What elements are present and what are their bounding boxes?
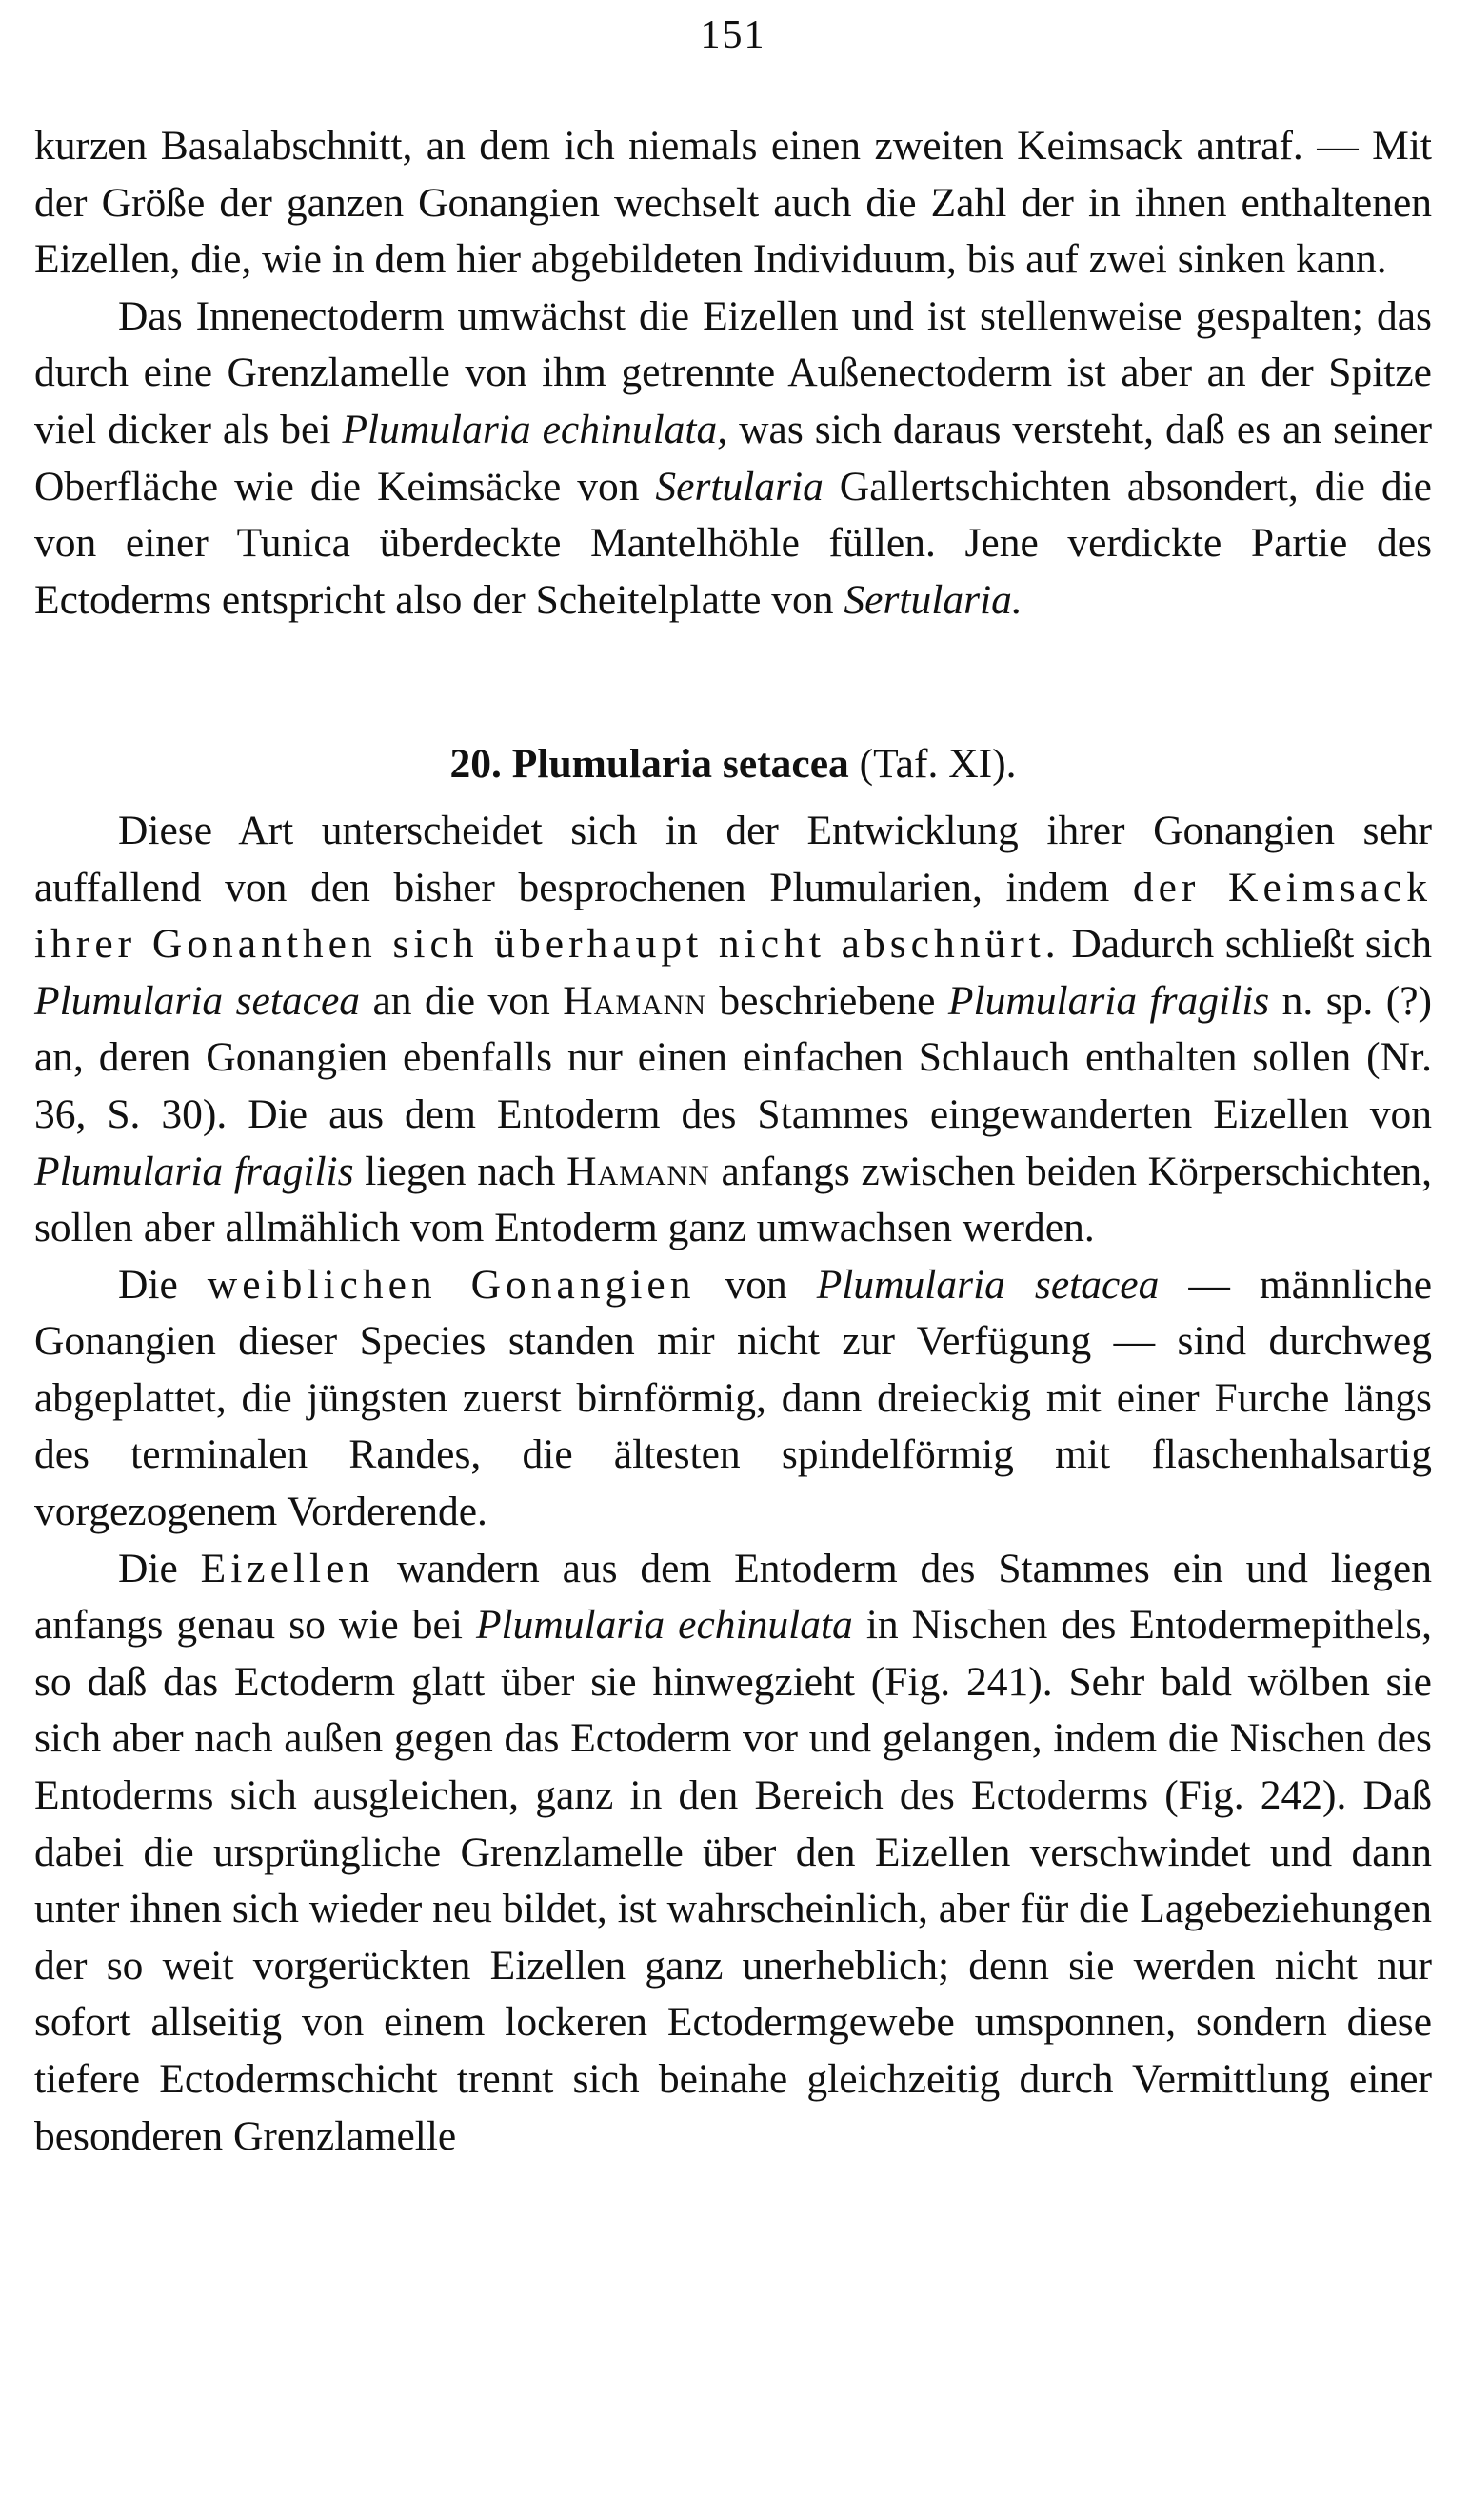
- species-name: Plumularia fragilis: [34, 1148, 354, 1194]
- paragraph-text: an die von: [360, 977, 564, 1024]
- paragraph-text: Dadurch schließt sich: [1060, 921, 1432, 968]
- body-text: [34, 118, 1432, 2165]
- species-name: Plumularia echinulata,: [342, 406, 728, 452]
- species-name: Plumularia echinulata: [475, 1602, 853, 1649]
- paragraph-innenectoderm: [34, 289, 1432, 630]
- genus-name: Sertularia.: [844, 576, 1023, 623]
- paragraph-eizellen: [34, 1541, 1432, 2166]
- species-name: Plumularia setacea: [34, 977, 361, 1024]
- paragraph-text: Das Innenectoderm umwächst die Eizellen und ist stellenweise gespalten; das durch eine Grenzlamelle von ihm getrennte Außenectoderm ist aber an der Spitze viel dicker als bei: [34, 292, 1432, 452]
- paragraph-text: beschriebene: [706, 977, 948, 1024]
- paragraph-gonangien: [34, 1257, 1432, 1541]
- paragraph-text: — männliche Gonangien dieser Species standen mir nicht zur Verfügung — sind durchweg abgeplattet, die jüngsten zuerst birnförmig, dann dreieckig mit einer Furche längs des terminalen Randes, die ältesten spindelförmig mit flaschenhalsartig vorgezogenem Vorderende.: [34, 1261, 1433, 1535]
- author-name: Hamann: [566, 1148, 710, 1194]
- paragraph-text: Diese Art unterscheidet sich in der Entwicklung ihrer Gonangien sehr auffallend von den bisher besprochenen Plumularien, indem: [34, 807, 1432, 910]
- emphasized-text: Eizellen: [200, 1545, 375, 1591]
- paragraph-text: anfangs zwischen beiden Körperschichten, sollen aber allmählich vom Entoderm ganz umwachsen werden.: [34, 1148, 1433, 1251]
- emphasized-text: weiblichen Gonangien: [207, 1261, 696, 1308]
- paragraph-species-intro: [34, 803, 1432, 1257]
- section-title: 20. Plumularia setacea: [449, 741, 849, 788]
- paragraph-continued: [34, 118, 1432, 289]
- genus-name: Sertularia: [655, 463, 824, 510]
- paragraph-text: in Nischen des Entodermepithels, so daß das Ectoderm glatt über sie hinwegzieht (Fig. 241). Sehr bald wölben sie sich aber nach außen gegen das Ectoderm vor und gelangen, indem die Nischen des Entoderms sich ausgleichen, ganz in den Bereich des Ectoderms (Fig. 242). Daß dabei die ursprüngliche Grenzlamelle über den Eizellen verschwindet und dann unter ihnen sich wieder neu bildet, ist wahrscheinlich, aber für die Lagebeziehungen der so weit vorgerückten Eizellen ganz unerheblich; denn sie werden nicht nur sofort allseitig von einem lockeren Ectodermgewebe umsponnen, sondern diese tiefere Ectodermschicht trennt sich beinahe gleichzeitig durch Vermittlung einer besonderen Grenzlamelle: [34, 1602, 1432, 2159]
- emphasized-text: der Keimsack ihrer Gonanthen sich überhaupt nicht abschnürt.: [34, 864, 1432, 968]
- paragraph-text: Gallertschichten absondert, die die von einer Tunica überdeckte Mantelhöhle füllen. Jene verdickte Partie des Ectoderms entspricht also der Scheitelplatte von: [34, 463, 1432, 623]
- page-number: 151: [700, 13, 766, 57]
- species-name: Plumularia setacea: [816, 1261, 1160, 1308]
- section-heading: [34, 736, 1432, 793]
- species-name: Plumularia fragilis: [947, 977, 1270, 1024]
- paragraph-text: Die: [118, 1545, 201, 1591]
- paragraph-text: kurzen Basalabschnitt, an dem ich niemals einen zweiten Keimsack antraf. — Mit der Größe der ganzen Gonangien wechselt auch die Zahl der in ihnen enthaltenen Eizellen, die, wie in dem hier abgebildeten Individuum, bis auf zwei sinken kann.: [34, 123, 1432, 283]
- document-page: [34, 0, 1432, 2520]
- paragraph-text: wandern aus dem Entoderm des Stammes ein und liegen anfangs genau so wie bei: [34, 1545, 1432, 1649]
- paragraph-text: von: [695, 1261, 817, 1308]
- paragraph-text: n. sp. (?) an, deren Gonangien ebenfalls nur einen einfachen Schlauch enthalten sollen (Nr. 36, S. 30). Die aus dem Entoderm des Stammes eingewanderten Eizellen von: [34, 977, 1433, 1137]
- paragraph-text: Die: [118, 1261, 208, 1308]
- paragraph-text: liegen nach: [353, 1148, 567, 1194]
- section-plate-ref: (Taf. XI).: [848, 741, 1017, 788]
- paragraph-text: was sich daraus versteht, daß es an seiner Oberfläche wie die Keimsäcke von: [34, 406, 1433, 510]
- author-name: Hamann: [563, 977, 706, 1024]
